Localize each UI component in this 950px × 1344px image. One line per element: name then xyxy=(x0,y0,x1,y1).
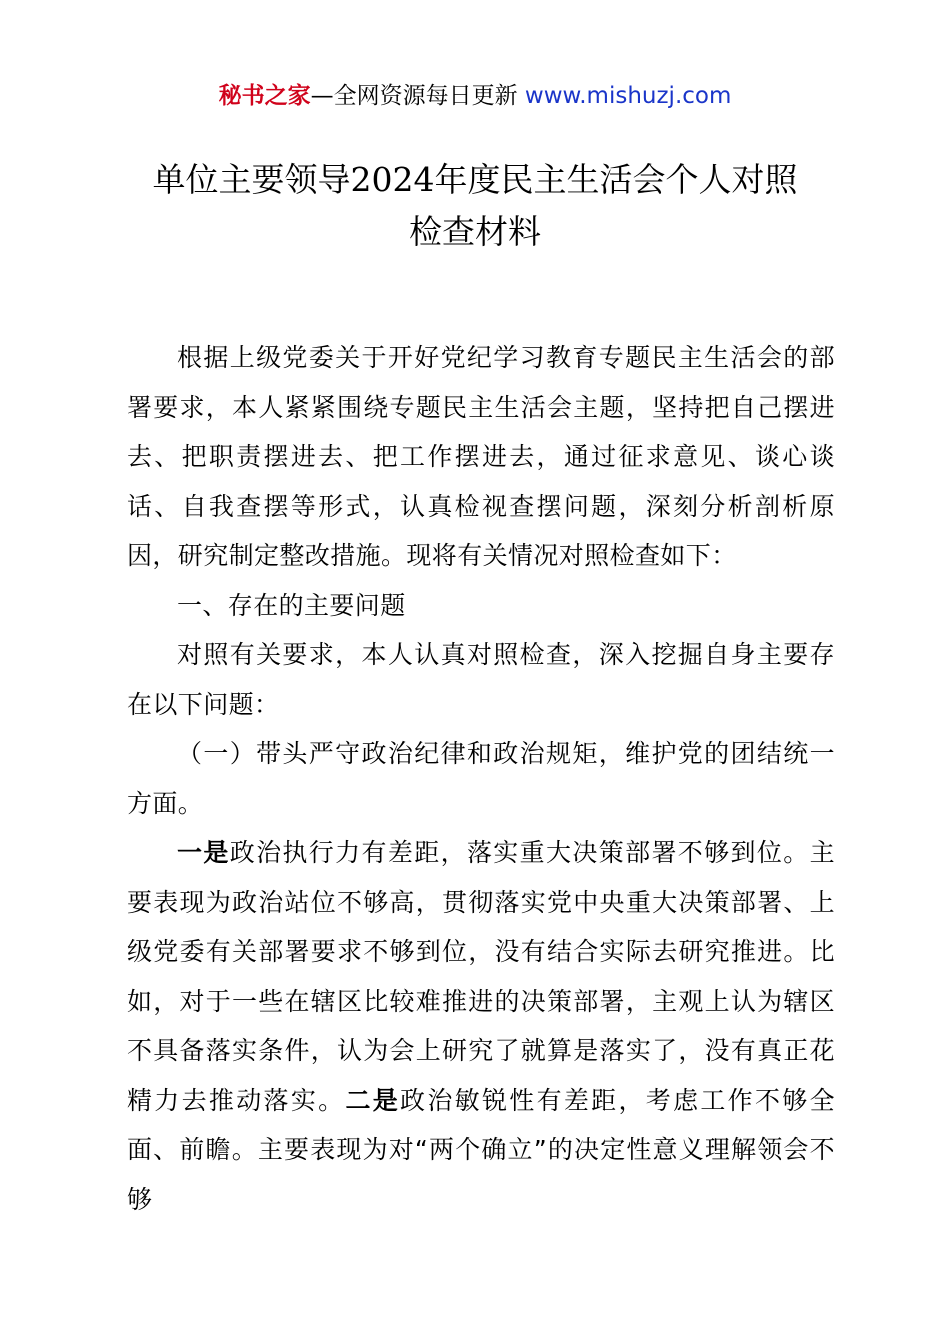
site-url-link[interactable]: www.mishuzj.com xyxy=(524,83,732,109)
site-tagline: —全网资源每日更新 xyxy=(310,83,518,109)
subsection-heading: （一）带头严守政治纪律和政治规矩，维护党的团结统一方面。 xyxy=(127,739,835,818)
point-two-label: 二是 xyxy=(345,1085,401,1115)
point-one-label: 一是 xyxy=(177,838,230,867)
point-two-text: 政治敏锐性有差距，考虑工作不够全面、前瞻。主要表现为对“两个确立”的决定性意义理解领会不够 xyxy=(127,1085,835,1214)
point-one-text: 政治执行力有差距，落实重大决策部署不够到位。主要表现为政治站位不够高，贯彻落实党中央重大决策部署、上级党委有关部署要求不够到位，没有结合实际去研究推进。比如，对于一些在辖区比较难推进的决策部署，主观上认为辖区不具备落实条件，认为会上研究了就算是落实了，没有真正花精力去推动落实。 xyxy=(127,838,835,1115)
document-body xyxy=(127,333,835,1224)
section-heading: 一、存在的主要问题 xyxy=(177,590,406,620)
title-line-2: 检查材料 xyxy=(409,212,541,251)
issue-paragraph xyxy=(127,828,835,1224)
document-title xyxy=(100,154,850,258)
site-brand: 秘书之家 xyxy=(218,83,311,109)
title-line-1: 单位主要领导2024年度民主生活会个人对照 xyxy=(152,160,798,199)
site-banner xyxy=(0,80,950,112)
section-intro-paragraph: 对照有关要求，本人认真对照检查，深入挖掘自身主要存在以下问题： xyxy=(127,640,835,719)
intro-paragraph: 根据上级党委关于开好党纪学习教育专题民主生活会的部署要求，本人紧紧围绕专题民主生活会主题，坚持把自己摆进去、把职责摆进去、把工作摆进去，通过征求意见、谈心谈话、自我查摆等形式，认真检视查摆问题，深刻分析剖析原因，研究制定整改措施。现将有关情况对照检查如下： xyxy=(127,343,835,570)
